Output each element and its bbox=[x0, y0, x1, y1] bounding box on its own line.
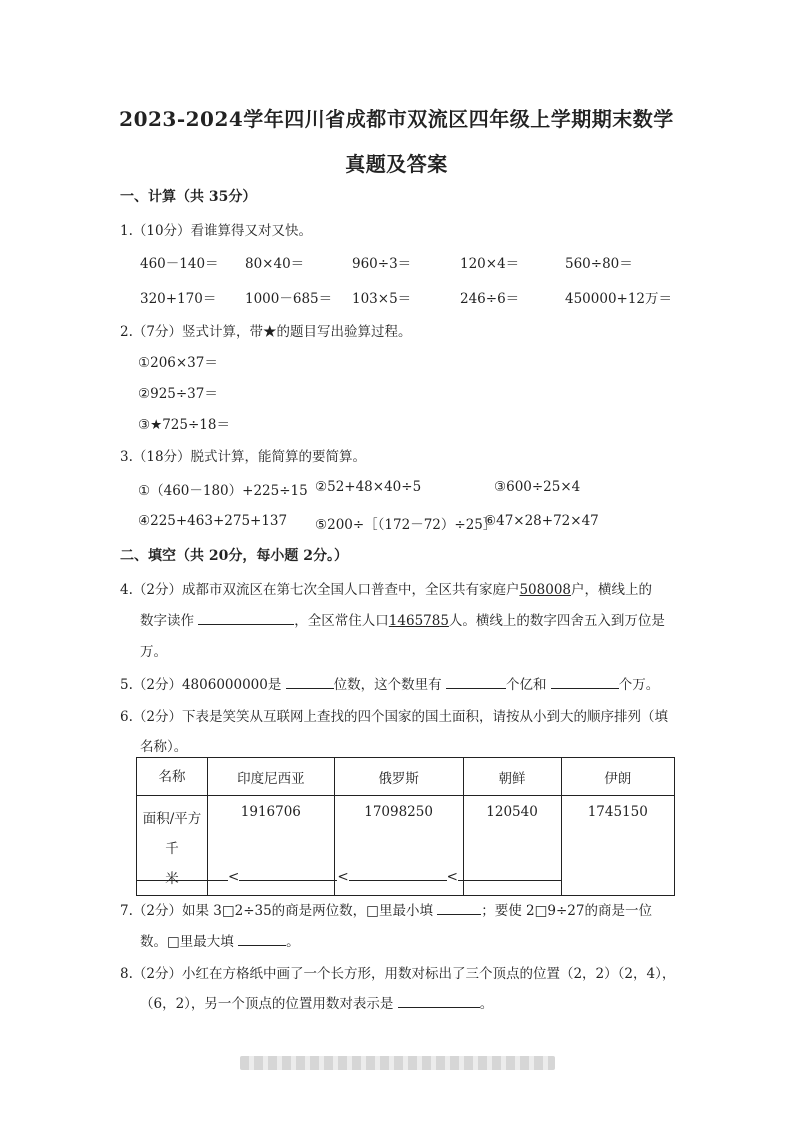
page-title-line2: 真题及答案 bbox=[345, 152, 448, 176]
q1-expr: 320+170＝ bbox=[140, 291, 217, 307]
q8-answer-blank[interactable] bbox=[398, 993, 480, 1008]
q5-text: 个万。 bbox=[618, 677, 660, 693]
q8-text: （6，2），另一个顶点的位置用数对表示是 bbox=[140, 996, 394, 1012]
q3-expr: ④225+463+275+137 bbox=[138, 513, 288, 529]
q7-answer-blank[interactable] bbox=[437, 900, 481, 915]
q1-expr: 246÷6＝ bbox=[460, 291, 520, 307]
q7-text: 数。□里最大填 bbox=[140, 934, 234, 950]
q4-text: 4.（2分）成都市双流区在第七次全国人口普查中，全区共有家庭户 bbox=[120, 582, 520, 598]
table-header-row bbox=[137, 758, 675, 796]
q7-text: 7.（2分）如果 3□2÷35的商是两位数，□里最小填 bbox=[120, 903, 433, 919]
less-than-sign: < bbox=[228, 869, 240, 885]
table-cell: 120540 bbox=[463, 796, 561, 896]
q3-expr: ⑥47×28+72×47 bbox=[484, 513, 599, 529]
q4-text: 户，横线上的 bbox=[571, 582, 653, 598]
q4-underlined-number: 508008 bbox=[519, 582, 572, 598]
q4-answer-blank[interactable] bbox=[198, 610, 294, 625]
q6-answer-blank[interactable] bbox=[458, 866, 562, 881]
table-header-cell: 名称 bbox=[137, 758, 208, 796]
q8-line1: 8.（2分）小红在方格纸中画了一个长方形，用数对标出了三个顶点的位置（2，2）（2，4）， bbox=[120, 966, 676, 982]
section1-heading: 一、计算（共 35分） bbox=[120, 189, 257, 205]
q3-expr: ①（460－180）+225÷15 bbox=[138, 483, 308, 499]
q7-text: ；要使 2□9÷27的商是一位 bbox=[481, 903, 652, 919]
q6-answer-blank[interactable] bbox=[136, 866, 228, 881]
q5-answer-blank[interactable] bbox=[551, 674, 619, 689]
q1-expr: 960÷3＝ bbox=[352, 256, 412, 272]
q6-line2: 名称）。 bbox=[140, 739, 188, 755]
q4-line3: 万。 bbox=[140, 644, 167, 660]
q6-line1: 6.（2分）下表是笑笑从互联网上查找的四个国家的国土面积，请按从小到大的顺序排列（填 bbox=[120, 709, 668, 725]
q8-line2 bbox=[140, 992, 493, 1012]
q5-line bbox=[120, 673, 659, 693]
q4-text: 人。横线上的数字四舍五入到万位是 bbox=[448, 613, 665, 629]
q5-text: 5.（2分）4806000000是 bbox=[120, 677, 282, 693]
q7-answer-blank[interactable] bbox=[238, 931, 286, 946]
q5-answer-blank[interactable] bbox=[446, 674, 506, 689]
q1-expr: 103×5＝ bbox=[352, 291, 412, 307]
table-cell: 1745150 bbox=[561, 796, 674, 896]
q3-stem: 3.（18分）脱式计算，能简算的要简算。 bbox=[120, 449, 367, 465]
q1-expr: 450000+12万＝ bbox=[565, 291, 673, 307]
blurred-footer-watermark bbox=[240, 1056, 555, 1070]
q1-stem: 1.（10分）看谁算得又对又快。 bbox=[120, 223, 313, 239]
table-cell: 17098250 bbox=[334, 796, 463, 896]
q2-stem: 2.（7分）竖式计算，带★的题目写出验算过程。 bbox=[120, 324, 412, 340]
q5-text: 位数，这个数里有 bbox=[333, 677, 442, 693]
section2-heading: 二、填空（共 20分，每小题 2分。） bbox=[120, 548, 348, 564]
table-header-cell: 印度尼西亚 bbox=[208, 758, 335, 796]
q1-expr: 560÷80＝ bbox=[565, 256, 633, 272]
q2-item: ②925÷37＝ bbox=[138, 386, 218, 402]
q7-text: 。 bbox=[286, 934, 300, 950]
q5-answer-blank[interactable] bbox=[286, 674, 334, 689]
q4-text: ，全区常住人口 bbox=[294, 613, 389, 629]
q4-line1 bbox=[120, 578, 652, 598]
q7-line1 bbox=[120, 899, 652, 919]
q4-underlined-number: 1465785 bbox=[388, 613, 449, 629]
row-label-line: 米 bbox=[165, 871, 179, 887]
q1-expr: 1000－685＝ bbox=[245, 291, 333, 307]
row-label-line: 面积/平方千 bbox=[142, 811, 202, 857]
q3-expr: ②52+48×40÷5 bbox=[315, 479, 422, 495]
q1-expr: 80×40＝ bbox=[245, 256, 305, 272]
q2-item: ③★725÷18＝ bbox=[138, 417, 230, 433]
table-header-cell: 伊朗 bbox=[561, 758, 674, 796]
less-than-sign: < bbox=[337, 869, 349, 885]
q1-expr: 460－140＝ bbox=[140, 256, 219, 272]
q6-answer-blank[interactable] bbox=[239, 866, 337, 881]
q7-line2 bbox=[140, 930, 300, 950]
q3-expr: ③600÷25×4 bbox=[494, 479, 581, 495]
q2-item: ①206×37＝ bbox=[138, 355, 218, 371]
q1-expr: 120×4＝ bbox=[460, 256, 520, 272]
q6-order-row bbox=[136, 866, 562, 885]
page-title-line1: 2023-2024学年四川省成都市双流区四年级上学期期末数学 bbox=[119, 107, 674, 131]
q6-answer-blank[interactable] bbox=[349, 866, 447, 881]
table-cell: 1916706 bbox=[208, 796, 335, 896]
q5-text: 个亿和 bbox=[505, 677, 547, 693]
table-header-cell: 朝鲜 bbox=[463, 758, 561, 796]
table-header-cell: 俄罗斯 bbox=[334, 758, 463, 796]
q8-text: 。 bbox=[479, 996, 494, 1012]
less-than-sign: < bbox=[446, 869, 458, 885]
q4-text: 数字读作 bbox=[140, 613, 194, 629]
q4-line2 bbox=[140, 609, 665, 629]
q3-expr: ⑤200÷［（172－72）÷25］ bbox=[315, 517, 497, 533]
